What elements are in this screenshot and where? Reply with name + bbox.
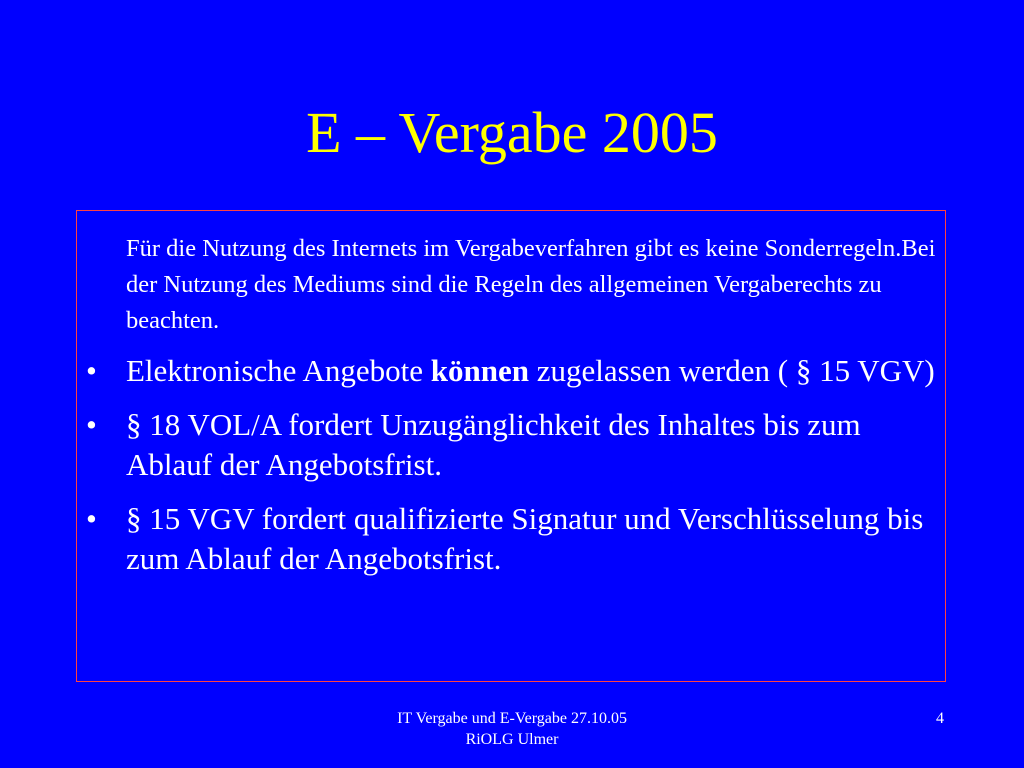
bullet-list	[77, 351, 943, 593]
content-box	[76, 210, 946, 682]
bullet-3-text: § 15 VGV fordert qualifizierte Signatur und Verschlüsselung bis zum Ablauf der Angebotsfrist.	[126, 501, 924, 576]
bullet-1-text-start: Elektronische Angebote	[126, 353, 431, 388]
bullet-marker: •	[86, 353, 97, 388]
page-number: 4	[936, 710, 944, 727]
bullet-2-text: § 18 VOL/A fordert Unzugänglichkeit des Inhaltes bis zum Ablauf der Angebotsfrist.	[126, 407, 861, 482]
intro-paragraph: Für die Nutzung des Internets im Vergabeverfahren gibt es keine Sonderregeln.Bei der Nutzung des Mediums sind die Regeln des allgemeinen Vergaberechts zu beachten.	[126, 235, 936, 334]
bullet-marker: •	[86, 407, 97, 442]
slide-title: E – Vergabe 2005	[306, 100, 718, 165]
bullet-item-1	[77, 351, 943, 391]
bullet-1-bold-word: können	[430, 353, 529, 388]
bullet-item-2	[77, 405, 943, 485]
bullet-marker: •	[86, 501, 97, 536]
footer-info	[352, 708, 672, 750]
bullet-item-3	[77, 499, 943, 579]
footer-line-2: RiOLG Ulmer	[465, 731, 559, 748]
footer-line-1: IT Vergabe und E-Vergabe 27.10.05	[397, 710, 627, 727]
bullet-1-text-end: zugelassen werden ( § 15 VGV)	[528, 353, 935, 388]
